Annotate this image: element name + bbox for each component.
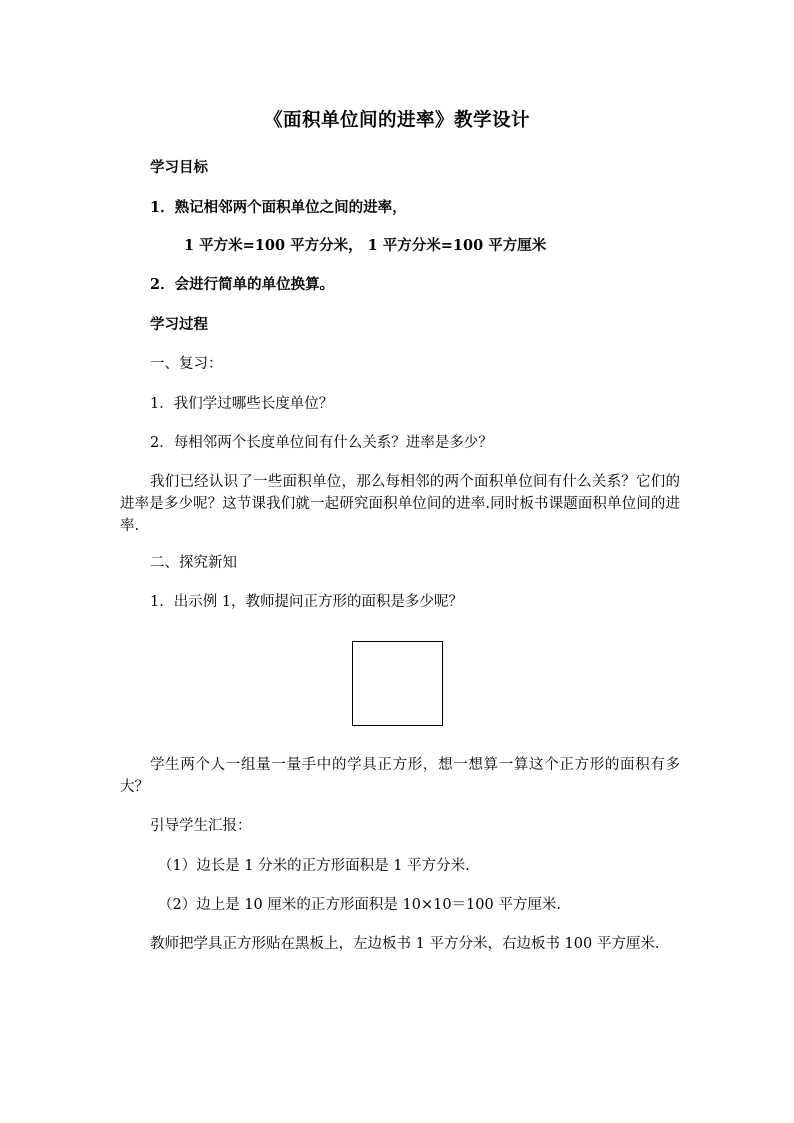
goal-2: 2．会进行简单的单位换算。 <box>150 276 335 293</box>
explore-question-1: 1．出示例 1，教师提问正方形的面积是多少呢？ <box>150 594 464 610</box>
teacher-paragraph: 教师把学具正方形贴在黑板上，左边板书 1 平方分米，右边板书 100 平方厘米. <box>150 936 660 952</box>
square-figure <box>352 641 443 726</box>
review-question-2: 2．每相邻两个长度单位间有什么关系？进率是多少？ <box>150 435 493 451</box>
intro-paragraph: 我们已经认识了一些面积单位，那么每相邻的两个面积单位间有什么关系？它们的进率是多少呢？这节课我们就一起研究面积单位间的进率.同时板书课题面积单位间的进率. <box>120 474 680 534</box>
goals-heading: 学习目标 <box>150 159 208 176</box>
goal-1-formula: 1 平方米=100 平方分米， 1 平方分米=100 平方厘米 <box>184 237 547 254</box>
goal-1: 1．熟记相邻两个面积单位之间的进率， <box>150 199 407 216</box>
page-title: 《面积单位间的进率》教学设计 <box>263 110 530 131</box>
report-2: （2）边上是 10 厘米的正方形面积是 10×10＝100 平方厘米. <box>158 897 561 913</box>
report-1: （1）边长是 1 分米的正方形面积是 1 平方分米. <box>158 858 470 874</box>
student-paragraph: 学生两个人一组量一量手中的学具正方形，想一想算一算这个正方形的面积有多大？ <box>120 757 680 795</box>
explore-heading: 二、探究新知 <box>150 555 237 571</box>
process-heading: 学习过程 <box>150 316 208 333</box>
review-heading: 一、复习： <box>150 356 223 372</box>
review-question-1: 1．我们学过哪些长度单位？ <box>150 396 334 412</box>
guide-label: 引导学生汇报： <box>150 818 252 834</box>
